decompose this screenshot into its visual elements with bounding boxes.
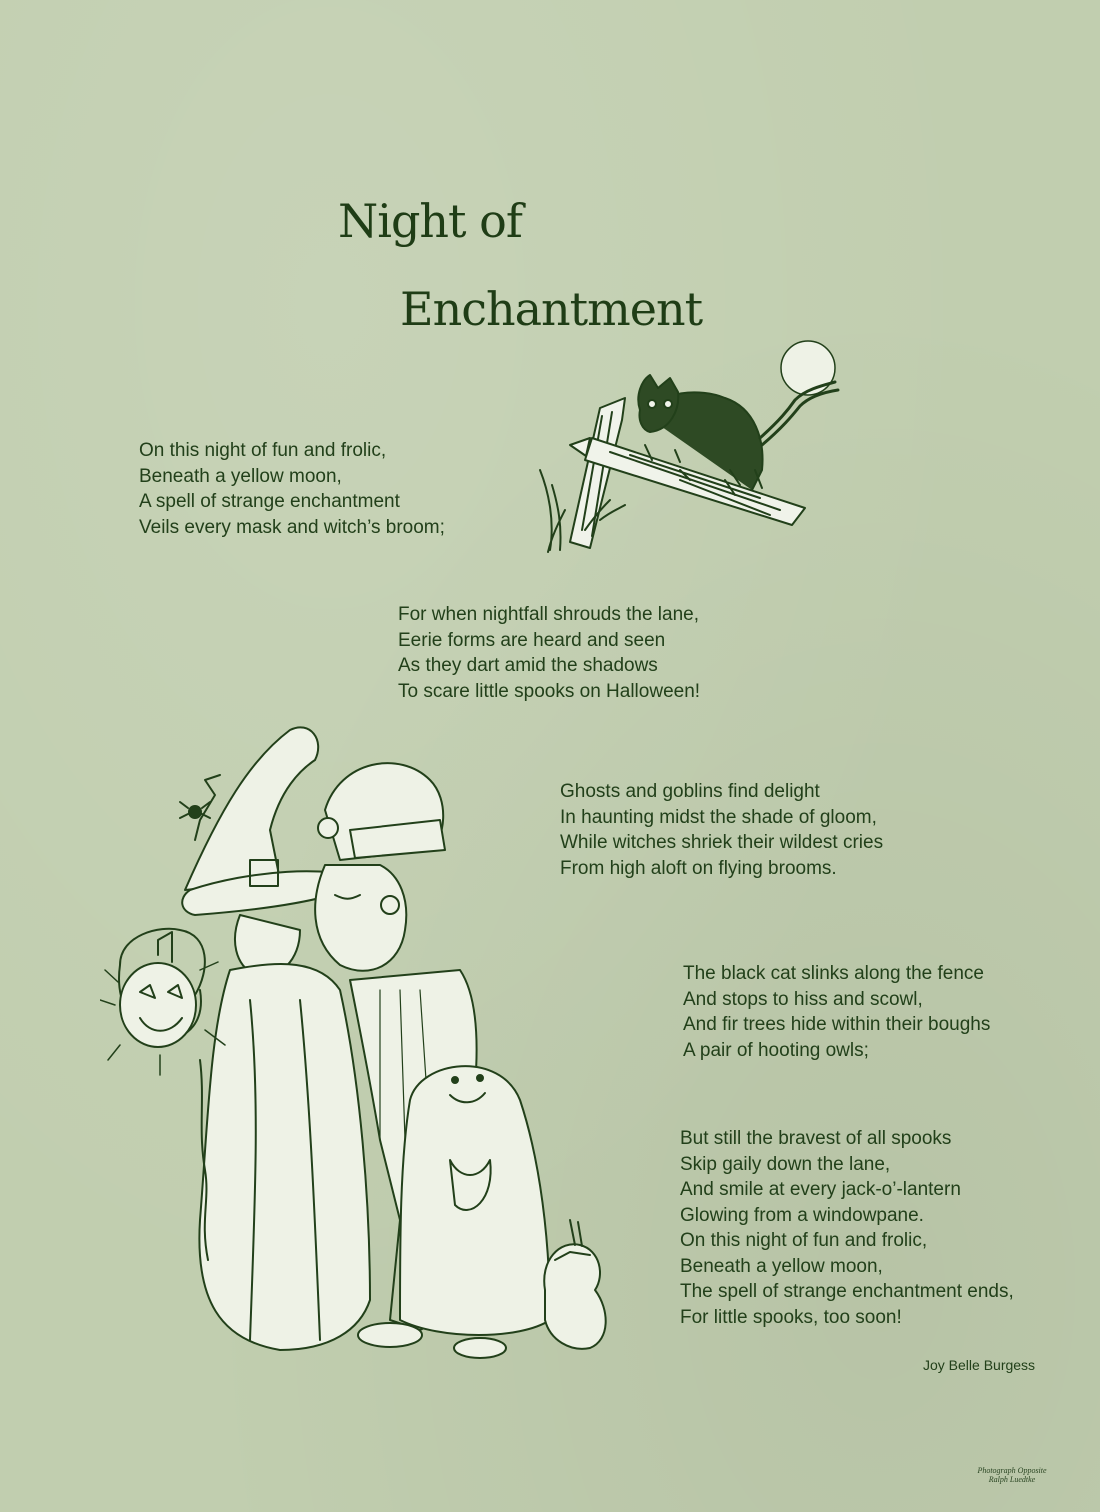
flower-icon xyxy=(318,818,338,838)
stanza-line: On this night of fun and frolic, xyxy=(680,1230,928,1251)
stanza-line: And stops to hiss and scowl, xyxy=(683,988,923,1010)
author-name: Joy Belle Burgess xyxy=(923,1357,1036,1373)
stanza-line: In haunting midst the shade of gloom, xyxy=(560,806,877,828)
stanza-line: While witches shriek their wildest cries xyxy=(560,832,884,853)
stanza-5 xyxy=(680,1126,1014,1330)
stanza-line: And fir trees hide within their boughs xyxy=(683,1014,991,1035)
moon-icon xyxy=(781,341,835,395)
photo-credit-line-2: Ralph Luedtke xyxy=(988,1475,1036,1484)
stanza-line: From high aloft on flying brooms. xyxy=(560,857,837,879)
stanza-line: A pair of hooting owls; xyxy=(683,1039,869,1061)
costumed-children-illustration xyxy=(100,700,660,1390)
spider-icon xyxy=(189,806,201,818)
stanza-line: For little spooks, too soon! xyxy=(680,1306,902,1328)
jack-o-lantern-icon xyxy=(120,963,196,1047)
photo-credit-line-1: Photograph Opposite xyxy=(977,1466,1047,1475)
stanza-line: Beneath a yellow moon, xyxy=(139,465,342,487)
cat-on-fence-illustration xyxy=(530,320,870,560)
stanza-line: Veils every mask and witch’s broom; xyxy=(139,516,445,538)
stanza-line: As they dart amid the shadows xyxy=(398,655,658,676)
stanza-1 xyxy=(139,438,445,540)
title-line-1: Night of xyxy=(338,194,522,248)
stanza-line: On this night of fun and frolic, xyxy=(139,440,387,461)
stanza-line: Glowing from a windowpane. xyxy=(680,1204,924,1226)
stanza-line: To scare little spooks on Halloween! xyxy=(398,680,701,702)
stanza-line: The spell of strange enchantment ends, xyxy=(680,1281,1014,1302)
stanza-4 xyxy=(683,961,990,1063)
stanza-line: Eerie forms are heard and seen xyxy=(398,629,666,651)
stanza-line: Skip gaily down the lane, xyxy=(680,1153,891,1175)
stanza-line: The black cat slinks along the fence xyxy=(683,963,985,984)
stanza-line: And smile at every jack-o’-lantern xyxy=(680,1179,961,1200)
stanza-line: But still the bravest of all spooks xyxy=(680,1128,952,1149)
title-line-2: Enchantment xyxy=(400,282,703,336)
stanza-line: A spell of strange enchantment xyxy=(139,491,400,512)
stanza-2 xyxy=(398,602,700,704)
stanza-line: Beneath a yellow moon, xyxy=(680,1255,883,1277)
stanza-line: Ghosts and goblins find delight xyxy=(560,781,820,802)
stanza-line: For when nightfall shrouds the lane, xyxy=(398,604,700,625)
photo-credit xyxy=(970,1466,1054,1484)
